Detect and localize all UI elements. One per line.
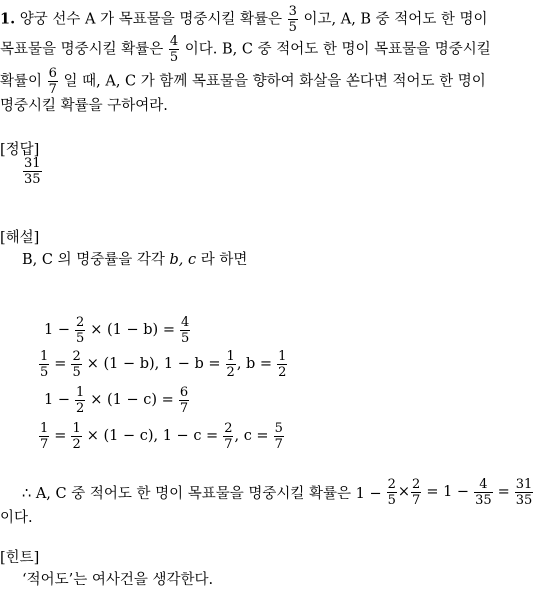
problem-number: 1.	[0, 10, 16, 28]
problem-text: 이고, A, B 중 적어도 한 명이	[303, 11, 488, 28]
fraction: $\frac{4}{5}$	[180, 314, 190, 346]
fraction: $\frac{6}{7}$	[179, 384, 189, 416]
fraction: $\frac{2}{7}$	[224, 420, 233, 452]
answer-label: [정답]	[0, 142, 40, 158]
problem-line-3	[0, 66, 486, 97]
conclusion-line: ∴ A, C 중 적어도 한 명이 목표물을 명중시킬 확률은 1 − $\frac{2}{5}$ × $\frac{2}{7}$ = 1 − $\frac{4}{35}$ = $\frac{31}{35}$	[22, 476, 533, 508]
fraction: $\frac{2}{5}$	[72, 348, 81, 380]
fraction: $\frac{3}{5}$	[288, 4, 297, 35]
fraction: $\frac{1}{2}$	[226, 348, 235, 380]
fraction: $\frac{2}{5}$	[387, 476, 396, 508]
explanation-label: [해설]	[0, 230, 40, 246]
hint-label: [힌트]	[0, 550, 40, 566]
problem-text: 이다. B, C 중 적어도 한 명이 목표물을 명중시킬	[184, 41, 491, 58]
fraction: $\frac{6}{7}$	[48, 66, 57, 97]
fraction: $\frac{31}{35}$	[515, 476, 533, 508]
problem-line-4	[0, 96, 168, 116]
fraction: $\frac{1}{2}$	[75, 384, 85, 416]
equation-row-4: $\frac{1}{7}$ = $\frac{1}{2}$ × (1 − c), 1 − c = $\frac{2}{7}$ , c = $\frac{5}{7}$	[40, 420, 283, 452]
fraction: $\frac{5}{7}$	[274, 420, 283, 452]
fraction: $\frac{2}{7}$	[412, 476, 421, 508]
problem-line-1	[0, 4, 488, 35]
fraction: $\frac{1}{7}$	[40, 420, 49, 452]
answer-value	[22, 156, 43, 187]
fraction: $\frac{4}{35}$	[475, 476, 492, 508]
equation-row-1: 1 − $\frac{2}{5}$ × (1 − b) = $\frac{4}{5}$	[44, 314, 190, 346]
problem-text: 확률이	[0, 73, 43, 90]
fraction: $\frac{1}{2}$	[72, 420, 81, 452]
answer-fraction: $\frac{31}{35}$	[24, 156, 41, 187]
fraction: $\frac{1}{5}$	[40, 348, 49, 380]
problem-text: 일 때, A, C 가 함께 목표물을 향하여 화살을 쏜다면 적어도 한 명이	[63, 73, 486, 90]
fraction: $\frac{4}{5}$	[169, 34, 179, 65]
problem-text: 명중시킬 확률을 구하여라.	[0, 98, 168, 114]
conclusion-end: 이다.	[0, 510, 33, 526]
problem-text: 목표물을 명중시킬 확률은	[0, 41, 164, 58]
hint-text: ‘적어도’는 여사건을 생각한다.	[22, 572, 214, 588]
fraction: $\frac{1}{2}$	[278, 348, 287, 380]
fraction: $\frac{2}{5}$	[75, 314, 85, 346]
problem-text: 양궁 선수 A 가 목표물을 명중시킬 확률은	[19, 11, 282, 28]
explanation-intro: B, C 의 명중률을 각각 b, c 라 하면	[22, 252, 248, 268]
equation-row-3: 1 − $\frac{1}{2}$ × (1 − c) = $\frac{6}{7}$	[44, 384, 189, 416]
problem-line-2	[0, 34, 491, 65]
equation-row-2: $\frac{1}{5}$ = $\frac{2}{5}$ × (1 − b), 1 − b = $\frac{1}{2}$ , b = $\frac{1}{2}$	[40, 348, 287, 380]
